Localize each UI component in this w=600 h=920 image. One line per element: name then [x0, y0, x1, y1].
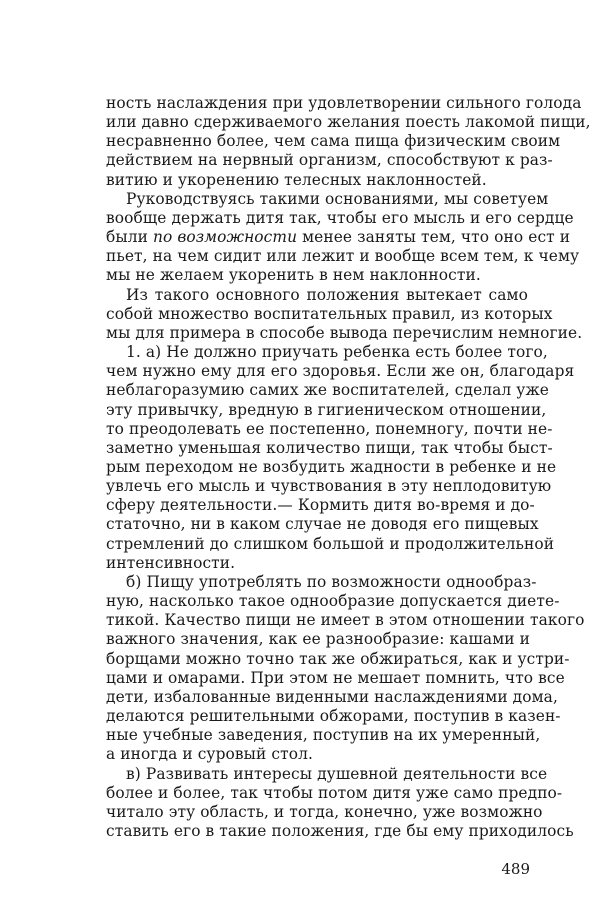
text-line: несравненно более, чем сама пища физическим своим	[106, 132, 561, 150]
text-line: вообще держать дитя так, чтобы его мысль и его сердце	[106, 209, 574, 227]
text-line: пьет, на чем сидит или лежит и вообще всем тем, к чему	[106, 247, 580, 265]
text-line: мы не желаем укоренить в нем наклонности.	[106, 266, 481, 284]
text-line: Из такого основного положения вытекает само	[126, 286, 528, 304]
text-line: стремлений до слишком большой и продолжительной	[106, 535, 555, 553]
text-line: то преодолевать ее постепенно, понемногу, почти не-	[106, 420, 553, 438]
text-line: делаются решительными обжорами, поступив в казен-	[106, 707, 561, 725]
text-line: витию и укоренению телесных наклонностей.	[106, 171, 487, 189]
text-line: действием на нервный организм, способствуют к раз-	[106, 151, 553, 169]
text-line: 1. а) Не должно приучать ребенка есть более того,	[126, 343, 548, 361]
text-segment: менее заняты тем, что оно ест и	[297, 228, 571, 246]
text-line: более и более, так чтобы потом дитя уже само предпо-	[106, 784, 563, 802]
text-line: цами и омарами. При этом не мешает помнить, что все	[106, 669, 565, 687]
text-line: б) Пищу употреблять по возможности однообраз-	[126, 573, 537, 591]
text-line: в) Развивать интересы душевной деятельности все	[126, 765, 548, 783]
text-line: ную, насколько такое однообразие допускается диете-	[106, 592, 560, 610]
text-line: заметно уменьшая количество пищи, так чтобы быст-	[106, 439, 553, 457]
text-line: чем нужно ему для его здоровья. Если же он, благодаря	[106, 362, 575, 380]
text-line: увлечь его мысль и чувствования в эту неплодовитую	[106, 477, 552, 495]
text-line: эту привычку, вредную в гигиеническом отношении,	[106, 401, 547, 419]
text-line: а иногда и суровый стол.	[106, 745, 313, 763]
text-line: дети, избалованные виденными наслаждениями дома,	[106, 688, 558, 706]
text-segment: были	[106, 228, 153, 246]
text-line: статочно, ни в каком случае не доводя его пищевых	[106, 515, 539, 533]
text-line: ность наслаждения при удовлетворении сильного голода	[106, 94, 582, 112]
text-line: Руководствуясь такими основаниями, мы советуем	[126, 190, 549, 208]
text-line: или давно сдерживаемого желания поесть лакомой пищи,	[106, 113, 591, 131]
text-line: собой множество воспитательных правил, из которых	[106, 305, 553, 323]
text-line: важного значения, как ее разнообразие: кашами и	[106, 630, 530, 648]
text-line: неблагоразумию самих же воспитателей, сделал уже	[106, 381, 549, 399]
page-number: 489	[501, 860, 530, 878]
text-line: борщами можно точно так же обжираться, как и устри-	[106, 650, 570, 668]
emphasis-text: по возможности	[152, 228, 298, 246]
text-line: тикой. Качество пищи не имеет в этом отношении такого	[106, 611, 585, 629]
text-line: ные учебные заведения, поступив на их умеренный,	[106, 726, 541, 744]
text-line: рым переходом не возбудить жадности в ребенке и не	[106, 458, 557, 476]
text-line: интенсивности.	[106, 554, 236, 572]
text-line: мы для примера в способе вывода перечислим немногие.	[106, 324, 583, 342]
text-line: сферу деятельности.— Кормить дитя во-время и до-	[106, 496, 535, 514]
text-line: ставить его в такие положения, где бы ему приходилось	[106, 822, 574, 840]
text-line: читало эту область, и тогда, конечно, уже возможно	[106, 803, 543, 821]
